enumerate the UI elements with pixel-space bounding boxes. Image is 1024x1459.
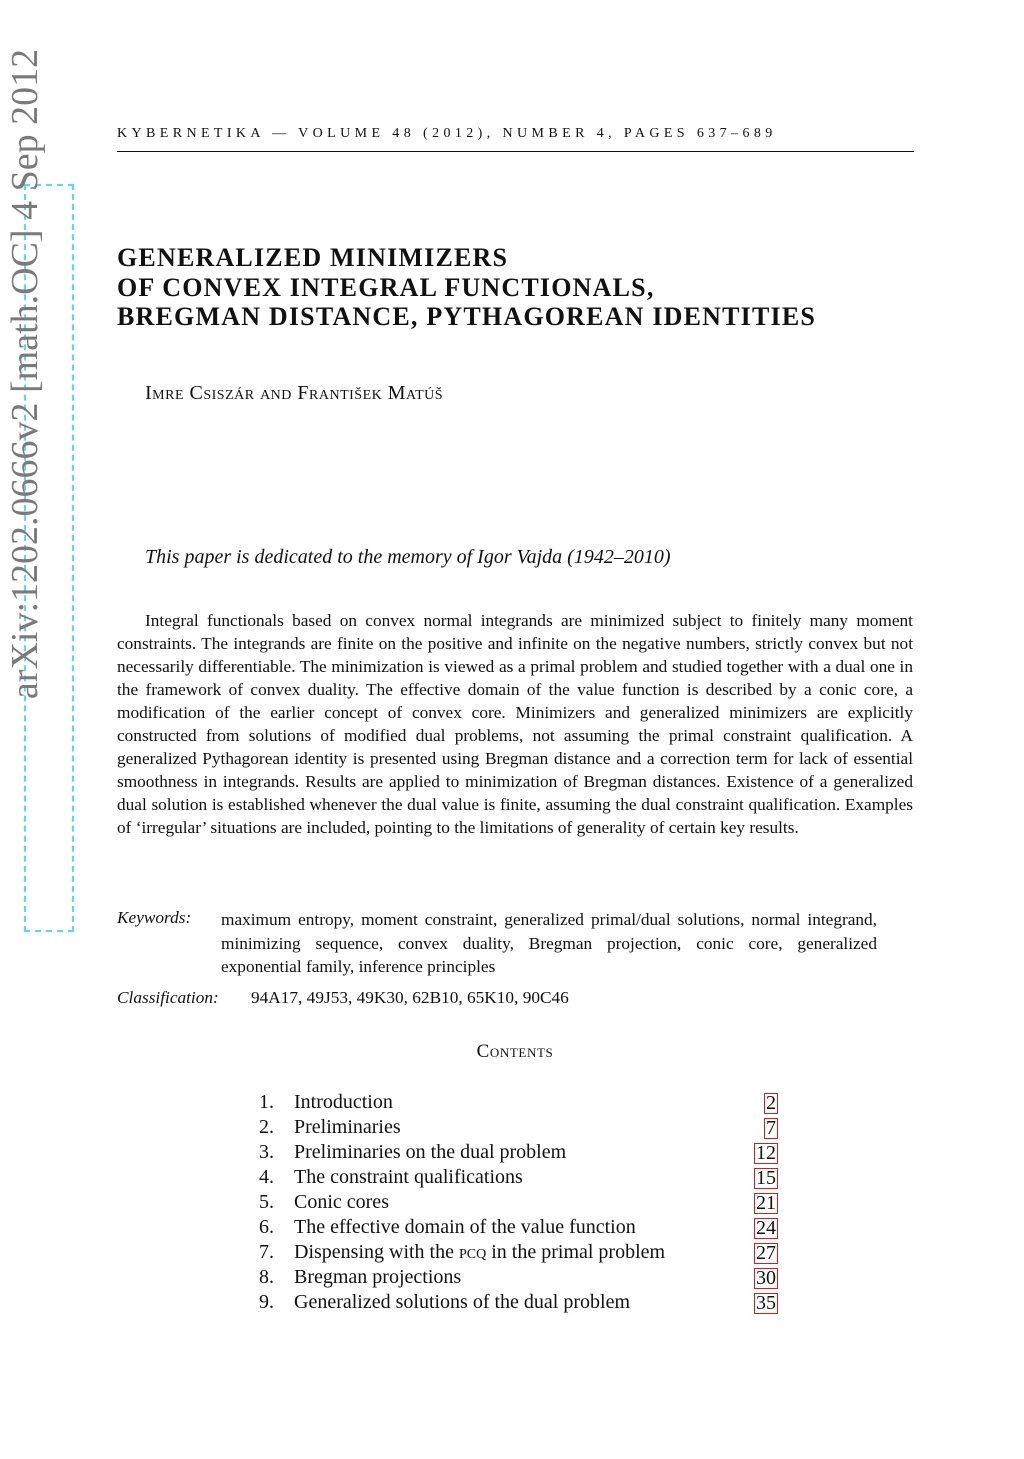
toc-entry bbox=[250, 1166, 780, 1191]
toc-title: Bregman projections bbox=[294, 1266, 462, 1288]
toc-title: The effective domain of the value function bbox=[294, 1216, 636, 1238]
toc-title-part: Dispensing with the bbox=[294, 1241, 454, 1263]
toc-number: 6. bbox=[259, 1216, 274, 1238]
contents-heading: Contents bbox=[476, 1041, 554, 1062]
authors: Imre Csiszár and František Matúš bbox=[145, 382, 444, 404]
table-of-contents bbox=[250, 1091, 780, 1316]
toc-page-link[interactable]: 12 bbox=[756, 1142, 776, 1164]
paper-title bbox=[117, 243, 917, 332]
toc-number: 8. bbox=[259, 1266, 274, 1288]
toc-entry bbox=[250, 1191, 780, 1216]
toc-title: Conic cores bbox=[294, 1191, 389, 1213]
journal-header: KYBERNETIKA — VOLUME 48 (2012), NUMBER 4, PAGES 637–689 bbox=[117, 126, 777, 141]
title-line-2: OF CONVEX INTEGRAL FUNCTIONALS, bbox=[117, 272, 655, 302]
toc-number: 2. bbox=[259, 1116, 274, 1138]
toc-page-link[interactable]: 24 bbox=[756, 1217, 776, 1239]
toc-number: 5. bbox=[259, 1191, 274, 1213]
toc-title: Preliminaries bbox=[294, 1116, 401, 1138]
toc-number: 9. bbox=[259, 1291, 274, 1313]
toc-entry bbox=[250, 1091, 780, 1116]
toc-entry bbox=[250, 1141, 780, 1166]
toc-page-link[interactable]: 7 bbox=[766, 1117, 776, 1139]
toc-title: The constraint qualifications bbox=[294, 1166, 523, 1188]
header-rule bbox=[117, 151, 914, 152]
dedication: This paper is dedicated to the memory of Igor Vajda (1942–2010) bbox=[145, 546, 671, 568]
toc-entry bbox=[250, 1241, 780, 1266]
toc-title-part: in the primal problem bbox=[491, 1241, 666, 1263]
toc-page-link[interactable]: 30 bbox=[756, 1267, 776, 1289]
toc-title: Introduction bbox=[294, 1091, 393, 1113]
classification-label: Classification: bbox=[117, 988, 219, 1007]
title-line-3: BREGMAN DISTANCE, PYTHAGOREAN IDENTITIES bbox=[117, 302, 817, 331]
keywords-label: Keywords: bbox=[117, 908, 192, 927]
toc-title bbox=[294, 1241, 665, 1264]
toc-entry bbox=[250, 1291, 780, 1316]
toc-number: 3. bbox=[259, 1141, 274, 1163]
classification-text: 94A17, 49J53, 49K30, 62B10, 65K10, 90C46 bbox=[251, 988, 569, 1007]
pcq-abbreviation: pcq bbox=[459, 1241, 487, 1263]
toc-entry bbox=[250, 1116, 780, 1141]
toc-page-link[interactable]: 15 bbox=[756, 1167, 776, 1189]
toc-number: 4. bbox=[259, 1166, 274, 1188]
toc-title: Preliminaries on the dual problem bbox=[294, 1141, 567, 1163]
toc-page-link[interactable]: 35 bbox=[756, 1292, 776, 1314]
toc-entry bbox=[250, 1216, 780, 1241]
abstract: Integral functionals based on convex normal integrands are minimized subject to finitely many moment constraints. The integrands are finite on the positive and infinite on the negative numbers, strictly convex but not necessarily differentiable. The minimization is viewed as a primal problem and studied together with a dual one in the framework of convex duality. The effective domain of the value function is described by a conic core, a modification of the earlier concept of convex core. Minimizers and generalized minimizers are explicitly constructed from solutions of modified dual problems, not assuming the primal constraint qualification. A generalized Pythagorean identity is presented using Bregman distance and a correction term for lack of essential smoothness in integrands. Results are applied to minimization of Bregman distances. Existence of a generalized dual solution is established whenever the dual value is finite, assuming the dual constraint qualification. Examples of ‘irregular’ situations are included, pointing to the limitations of generality of certain key results. bbox=[117, 611, 913, 837]
toc-page-link[interactable]: 2 bbox=[766, 1092, 776, 1114]
toc-page-link[interactable]: 27 bbox=[756, 1242, 776, 1264]
toc-number: 1. bbox=[259, 1091, 274, 1113]
toc-title: Generalized solutions of the dual problem bbox=[294, 1291, 631, 1313]
title-line-1: GENERALIZED MINIMIZERS bbox=[117, 243, 509, 272]
toc-page-link[interactable]: 21 bbox=[756, 1192, 776, 1214]
toc-number: 7. bbox=[259, 1241, 274, 1263]
toc-entry bbox=[250, 1266, 780, 1291]
arxiv-stamp: arXiv:1202.0666v2 [math.OC] 4 Sep 2012 bbox=[4, 48, 46, 700]
keywords-text: maximum entropy, moment constraint, generalized primal/dual solutions, normal integrand, minimizing sequence, convex duality, Bregman projection, conic core, generalized exponential family, inference principles bbox=[221, 910, 877, 976]
